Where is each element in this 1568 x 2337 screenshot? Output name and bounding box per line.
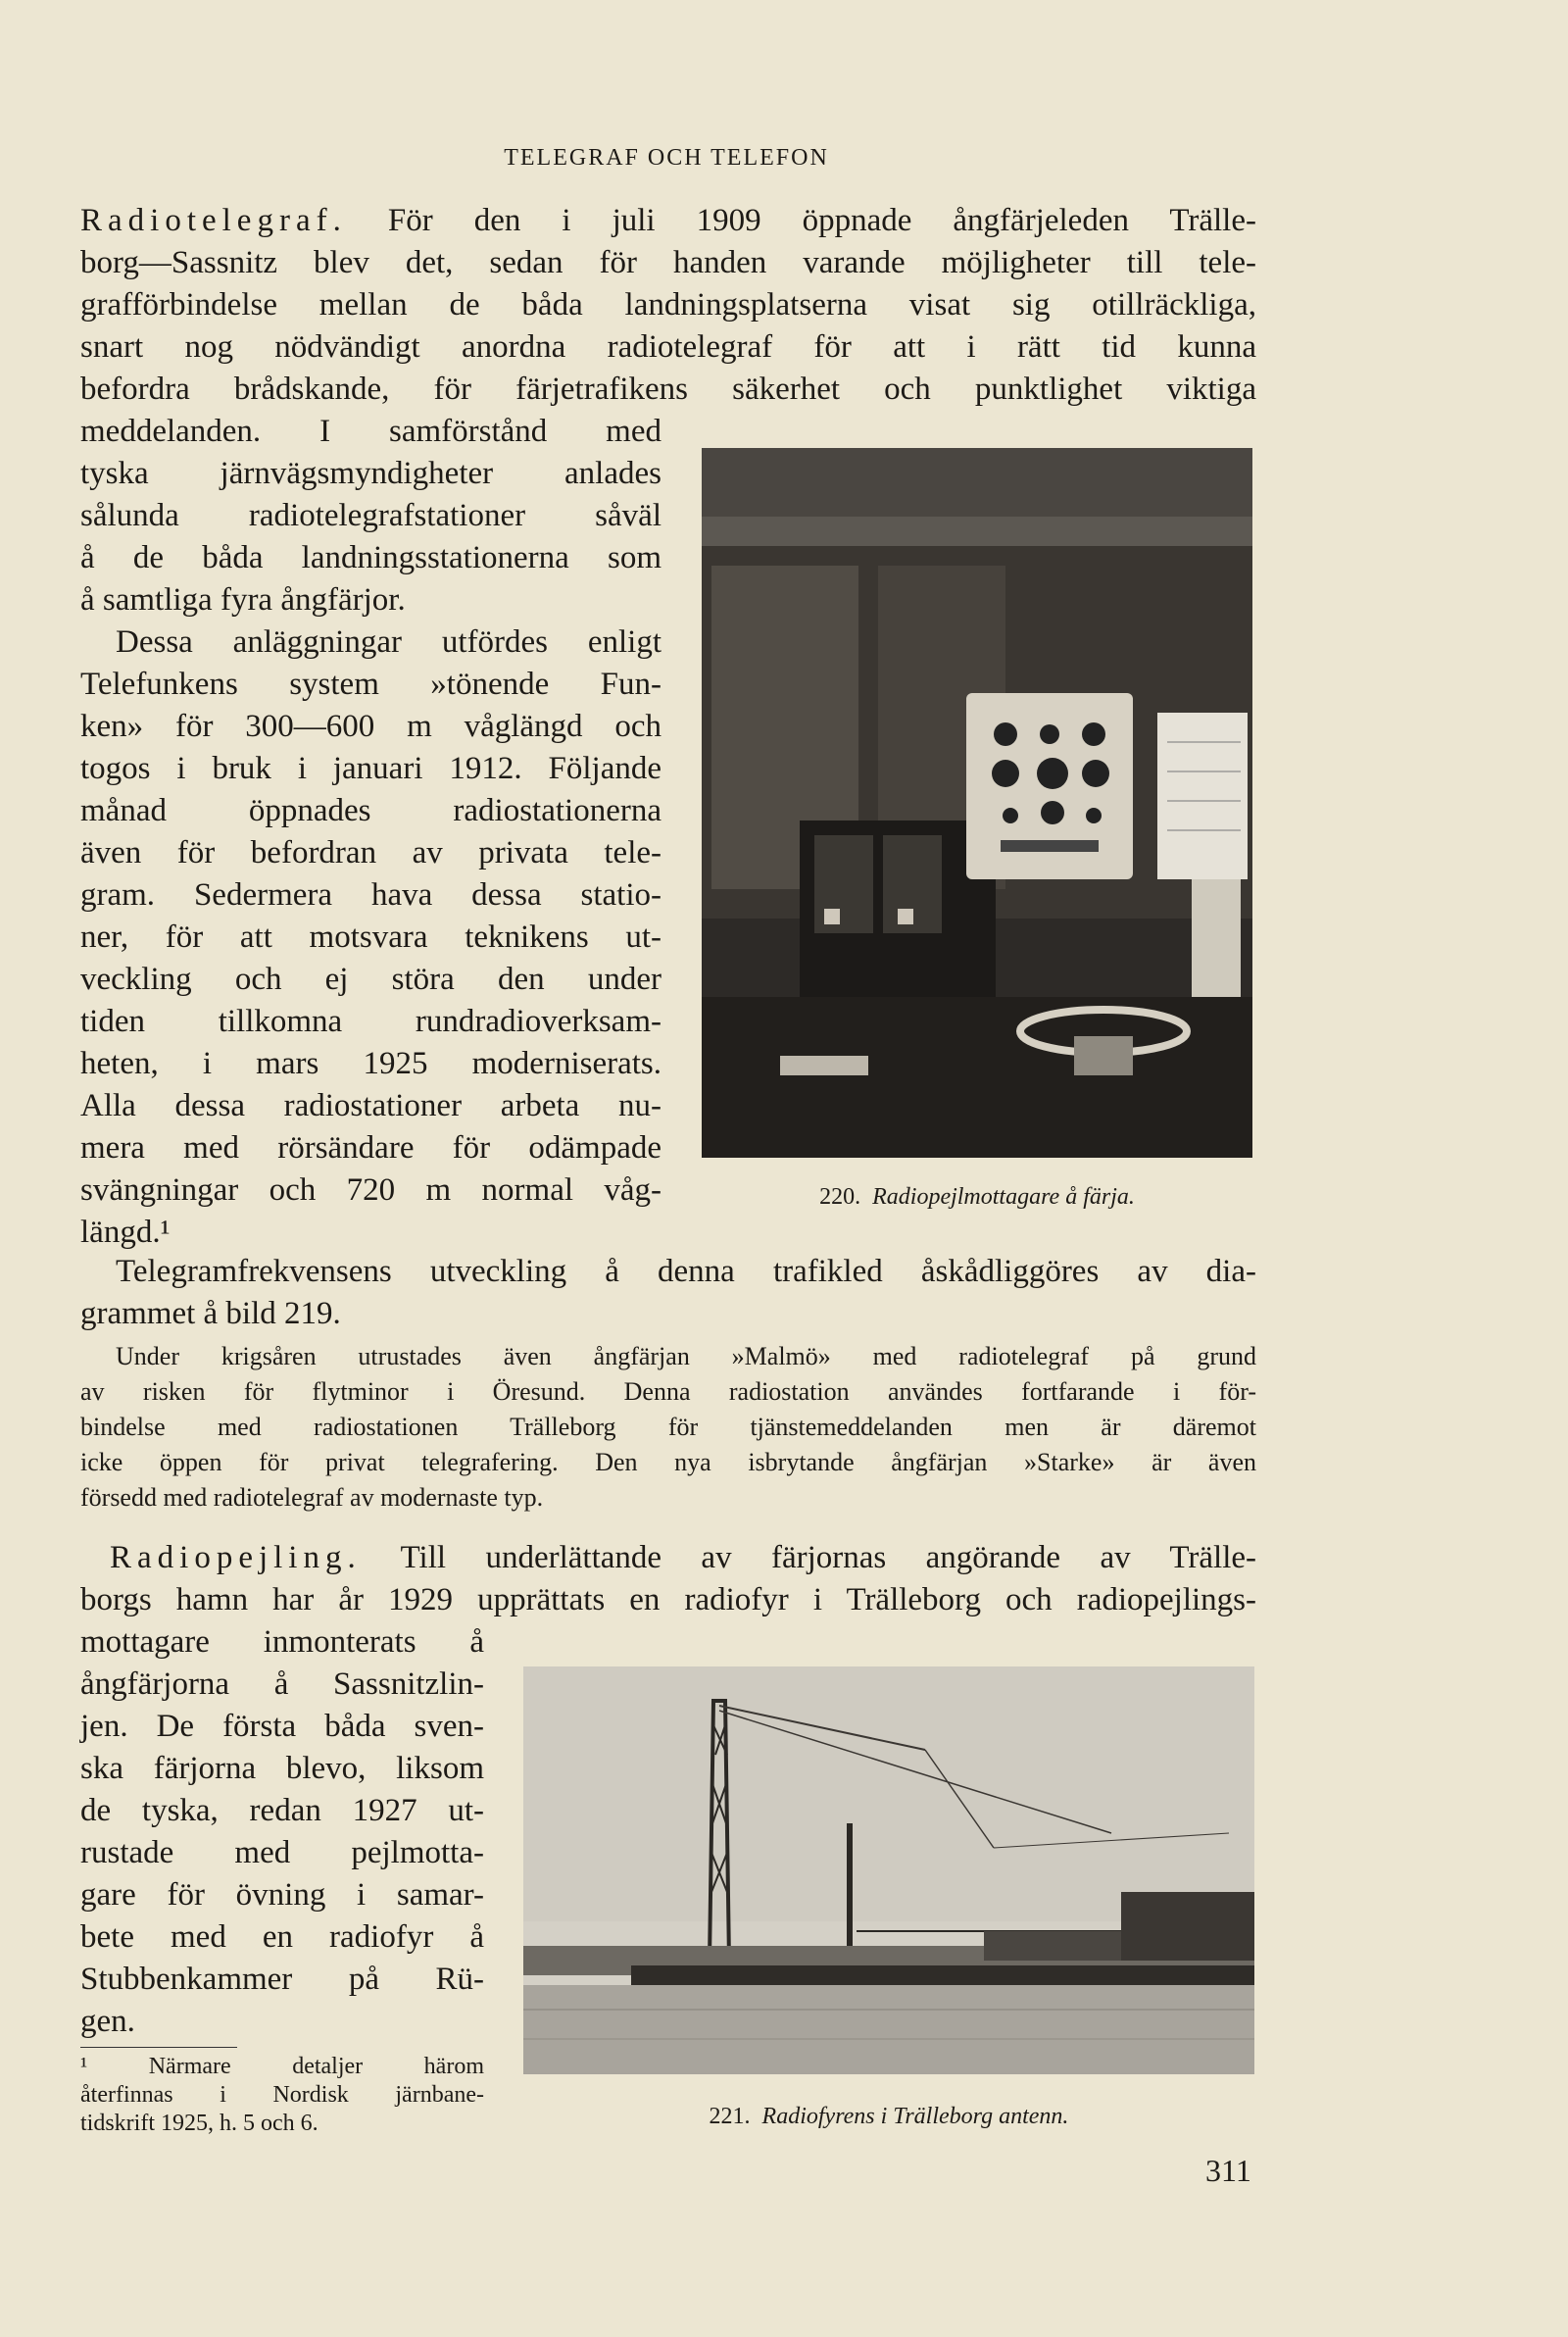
text-line: jen. De första båda sven- bbox=[80, 1709, 484, 1744]
text-line: de tyska, redan 1927 ut- bbox=[80, 1793, 484, 1828]
page-number: 311 bbox=[1205, 2153, 1251, 2188]
text-line: å samtliga fyra ångfärjor. bbox=[80, 582, 406, 618]
section-heading-radiotelegraf: Radiotelegraf. bbox=[80, 203, 347, 238]
figure-221-caption bbox=[523, 2104, 1254, 2130]
footnote bbox=[80, 2053, 484, 2138]
text-line: Under krigsåren utrustades även ångfärjan »Malmö» med radiotelegraf på grund bbox=[116, 1342, 1256, 1370]
text-line: Alla dessa radiostationer arbeta nu- bbox=[80, 1088, 662, 1123]
text-line: å de båda landningsstationerna som bbox=[80, 540, 662, 575]
text-line: Stubbenkammer på Rü- bbox=[80, 1962, 484, 1997]
text-line: befordra brådskande, för färjetrafikens säkerhet och punktlighet viktiga bbox=[80, 372, 1256, 407]
text-line: bete med en radiofyr å bbox=[80, 1919, 484, 1955]
running-head: TELEGRAF OCH TELEFON bbox=[504, 145, 829, 171]
figure-220-photo bbox=[702, 448, 1252, 1158]
text-line: gen. bbox=[80, 2004, 135, 2039]
text-line: försedd med radiotelegraf av modernaste typ. bbox=[80, 1483, 544, 1512]
figure-220-caption bbox=[702, 1184, 1252, 1211]
text-line: även för befordran av privata tele- bbox=[80, 835, 662, 870]
text-line: sålunda radiotelegrafstationer såväl bbox=[80, 498, 662, 533]
text-line: tiden tillkomna rundradioverksam- bbox=[80, 1004, 662, 1039]
text-line: meddelanden. I samförstånd med bbox=[80, 414, 662, 449]
text-line: togos i bruk i januari 1912. Följande bbox=[80, 751, 662, 786]
figure-caption-text: Radiofyrens i Trälleborg antenn. bbox=[761, 2104, 1069, 2129]
text-line: Dessa anläggningar utfördes enligt bbox=[116, 624, 662, 660]
text-line: längd.¹ bbox=[80, 1215, 171, 1250]
section1-closing bbox=[80, 1251, 1256, 1335]
section1-intro bbox=[80, 200, 1256, 411]
text-line: Radiotelegraf. För den i juli 1909 öppnade ångfärjeleden Trälle- bbox=[80, 203, 1256, 238]
text-line: återfinnas i Nordisk järnbane- bbox=[80, 2082, 484, 2108]
text-line: gare för övning i samar- bbox=[80, 1877, 484, 1913]
radio-receiver-photo-illustration bbox=[702, 448, 1252, 1158]
section-heading-radiopejling: Radiopejling. bbox=[110, 1540, 362, 1575]
text-line: Telefunkens system »tönende Fun- bbox=[80, 667, 662, 702]
text-line: tyska järnvägsmyndigheter anlades bbox=[80, 456, 662, 491]
text-line: av risken för flytminor i Öresund. Denna radiostation användes fortfarande i för- bbox=[80, 1377, 1256, 1406]
text-line: ¹ Närmare detaljer härom bbox=[80, 2054, 484, 2079]
text-line: gram. Sedermera hava dessa statio- bbox=[80, 877, 662, 913]
text-line: heten, i mars 1925 moderniserats. bbox=[80, 1046, 662, 1081]
text-line: tidskrift 1925, h. 5 och 6. bbox=[80, 2111, 318, 2136]
text-line: rustade med pejlmotta- bbox=[80, 1835, 484, 1870]
figure-caption-text: Radiopejlmottagare å färja. bbox=[872, 1184, 1135, 1210]
text-line: svängningar och 720 m normal våg- bbox=[80, 1172, 662, 1208]
figure-number: 220. bbox=[819, 1184, 861, 1210]
figure-number: 221. bbox=[709, 2104, 751, 2129]
figure-221-photo bbox=[523, 1666, 1254, 2074]
text-line: grafförbindelse mellan de båda landningsplatserna visat sig otillräckliga, bbox=[80, 287, 1256, 323]
text-line: mottagare inmonterats å bbox=[80, 1624, 484, 1660]
text-line: borgs hamn har år 1929 upprättats en radiofyr i Trälleborg och radiopejlings- bbox=[80, 1582, 1256, 1617]
small-print-note bbox=[80, 1339, 1256, 1516]
text-line: månad öppnades radiostationerna bbox=[80, 793, 662, 828]
text-line: snart nog nödvändigt anordna radiotelegraf för att i rätt tid kunna bbox=[80, 329, 1256, 365]
text-line: icke öppen för privat telegrafering. Den nya isbrytande ångfärjan »Starke» är även bbox=[80, 1448, 1256, 1476]
text-line: mera med rörsändare för odämpade bbox=[80, 1130, 662, 1166]
section2-narrow-column bbox=[80, 1621, 484, 2043]
antenna-harbor-photo-illustration bbox=[523, 1666, 1254, 2074]
text-line: ska färjorna blevo, liksom bbox=[80, 1751, 484, 1786]
text-line: grammet å bild 219. bbox=[80, 1296, 341, 1331]
text-line: veckling och ej störa den under bbox=[80, 962, 662, 997]
text-line: Telegramfrekvensens utveckling å denna trafikled åskådliggöres av dia- bbox=[116, 1254, 1256, 1289]
text-line: ner, för att motsvara teknikens ut- bbox=[80, 920, 662, 955]
section1-narrow-column bbox=[80, 411, 662, 1254]
section2-intro: Radiopejling. Till underlättande av färjornas angörande av Trälle- borgs hamn har år 1929 upprättats en radiofyr i Trälleborg och radiopejlings- bbox=[80, 1537, 1256, 1621]
text-line: borg—Sassnitz blev det, sedan för handen varande möjligheter till tele- bbox=[80, 245, 1256, 280]
text-line: ångfärjorna å Sassnitzlin- bbox=[80, 1666, 484, 1702]
footnote-rule bbox=[80, 2047, 237, 2048]
text-line: ken» för 300—600 m våglängd och bbox=[80, 709, 662, 744]
text-line: bindelse med radiostationen Trälleborg för tjänstemeddelanden men är däremot bbox=[80, 1413, 1256, 1441]
